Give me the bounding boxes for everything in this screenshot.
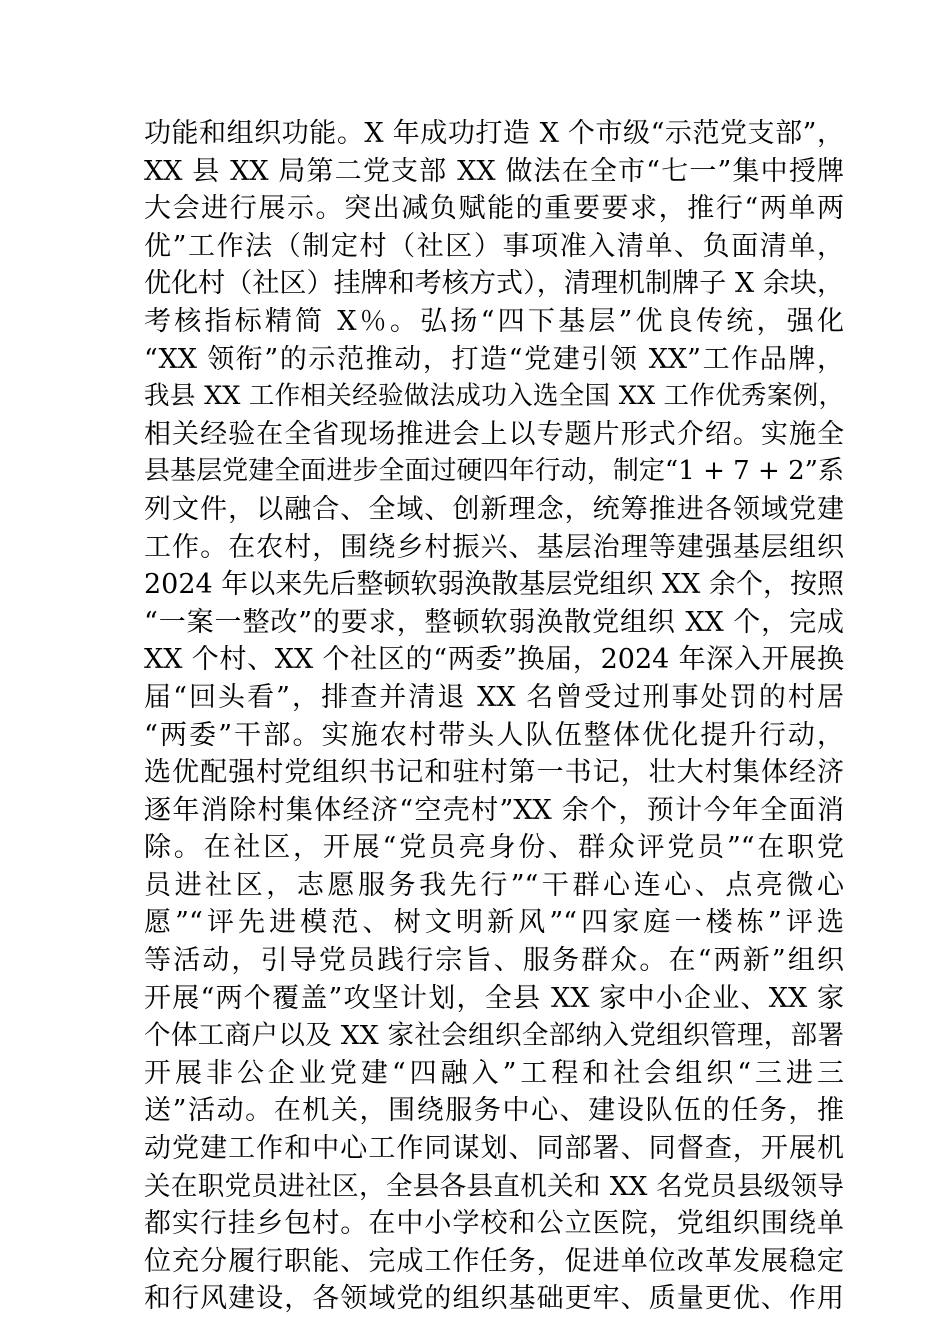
text-line: 个体工商户以及 XX 家社会组织全部纳入党组织管理，部署 — [144, 1020, 844, 1052]
text-line: 相关经验在全省现场推进会上以专题片形式介绍。实施全 — [144, 418, 844, 450]
text-line: 开展非公企业党建“四融入”工程和社会组织“三进三 — [144, 1057, 844, 1089]
text-line: 考核指标精简 X％。弘扬“四下基层”优良传统，强化 — [144, 305, 844, 337]
text-line: 选优配强村党组织书记和驻村第一书记，壮大村集体经济 — [144, 757, 844, 789]
text-line: 功能和组织功能。X 年成功打造 X 个市级“示范党支部”， — [144, 118, 844, 149]
text-line: 送”活动。在机关，围绕服务中心、建设队伍的任务，推 — [144, 1095, 844, 1127]
text-line: 2024 年以来先后整顿软弱涣散基层党组织 XX 余个，按照 — [144, 569, 844, 601]
text-line: 届“回头看”，排查并清退 XX 名曾受过刑事处罚的村居 — [144, 681, 844, 713]
text-line: 和行风建设，各领域党的组织基础更牢、质量更优、作用 — [144, 1283, 844, 1315]
text-line: 优化村（社区）挂牌和考核方式），清理机制牌子 X 余块， — [144, 268, 844, 300]
text-line: 动党建工作和中心工作同谋划、同部署、同督查，开展机 — [144, 1133, 844, 1165]
body-text — [144, 115, 844, 1318]
text-line: 等活动，引导党员践行宗旨、服务群众。在“两新”组织 — [144, 945, 844, 977]
text-line: “XX 领衔”的示范推动，打造“党建引领 XX”工作品牌， — [144, 343, 844, 375]
text-line: “一案一整改”的要求，整顿软弱涣散党组织 XX 个，完成 — [144, 606, 844, 638]
text-line: 员进社区，志愿服务我先行”“干群心连心、点亮微心 — [144, 869, 844, 901]
text-line: 开展“两个覆盖”攻坚计划，全县 XX 家中小企业、XX 家 — [144, 982, 844, 1014]
text-line: XX 个村、XX 个社区的“两委”换届，2024 年深入开展换 — [144, 644, 844, 676]
text-line: 位充分履行职能、完成工作任务，促进单位改革发展稳定 — [144, 1245, 844, 1277]
text-line: “两委”干部。实施农村带头人队伍整体优化提升行动， — [144, 719, 844, 751]
text-line: 优”工作法（制定村（社区）事项准入清单、负面清单， — [144, 230, 844, 262]
text-line: 我县 XX 工作相关经验做法成功入选全国 XX 工作优秀案例， — [144, 381, 844, 412]
text-line: 都实行挂乡包村。在中小学校和公立医院，党组织围绕单 — [144, 1208, 844, 1240]
text-line: 愿”“评先进模范、树文明新风”“四家庭一楼栋”评选 — [144, 907, 844, 939]
text-line: 逐年消除村集体经济“空壳村”XX 余个，预计今年全面消 — [144, 794, 844, 826]
text-line: 列文件，以融合、全域、创新理念，统筹推进各领域党建 — [144, 493, 844, 525]
text-line: 工作。在农村，围绕乡村振兴、基层治理等建强基层组织 — [144, 531, 844, 563]
text-line: XX 县 XX 局第二党支部 XX 做法在全市“七一”集中授牌 — [144, 155, 844, 187]
text-line: 除。在社区，开展“党员亮身份、群众评党员”“在职党 — [144, 832, 844, 864]
text-line: 大会进行展示。突出减负赋能的重要要求，推行“两单两 — [144, 193, 844, 225]
text-line: 关在职党员进社区，全县各县直机关和 XX 名党员县级领导 — [144, 1170, 844, 1202]
text-line: 县基层党建全面进步全面过硬四年行动，制定“1 + 7 + 2”系 — [144, 456, 844, 487]
